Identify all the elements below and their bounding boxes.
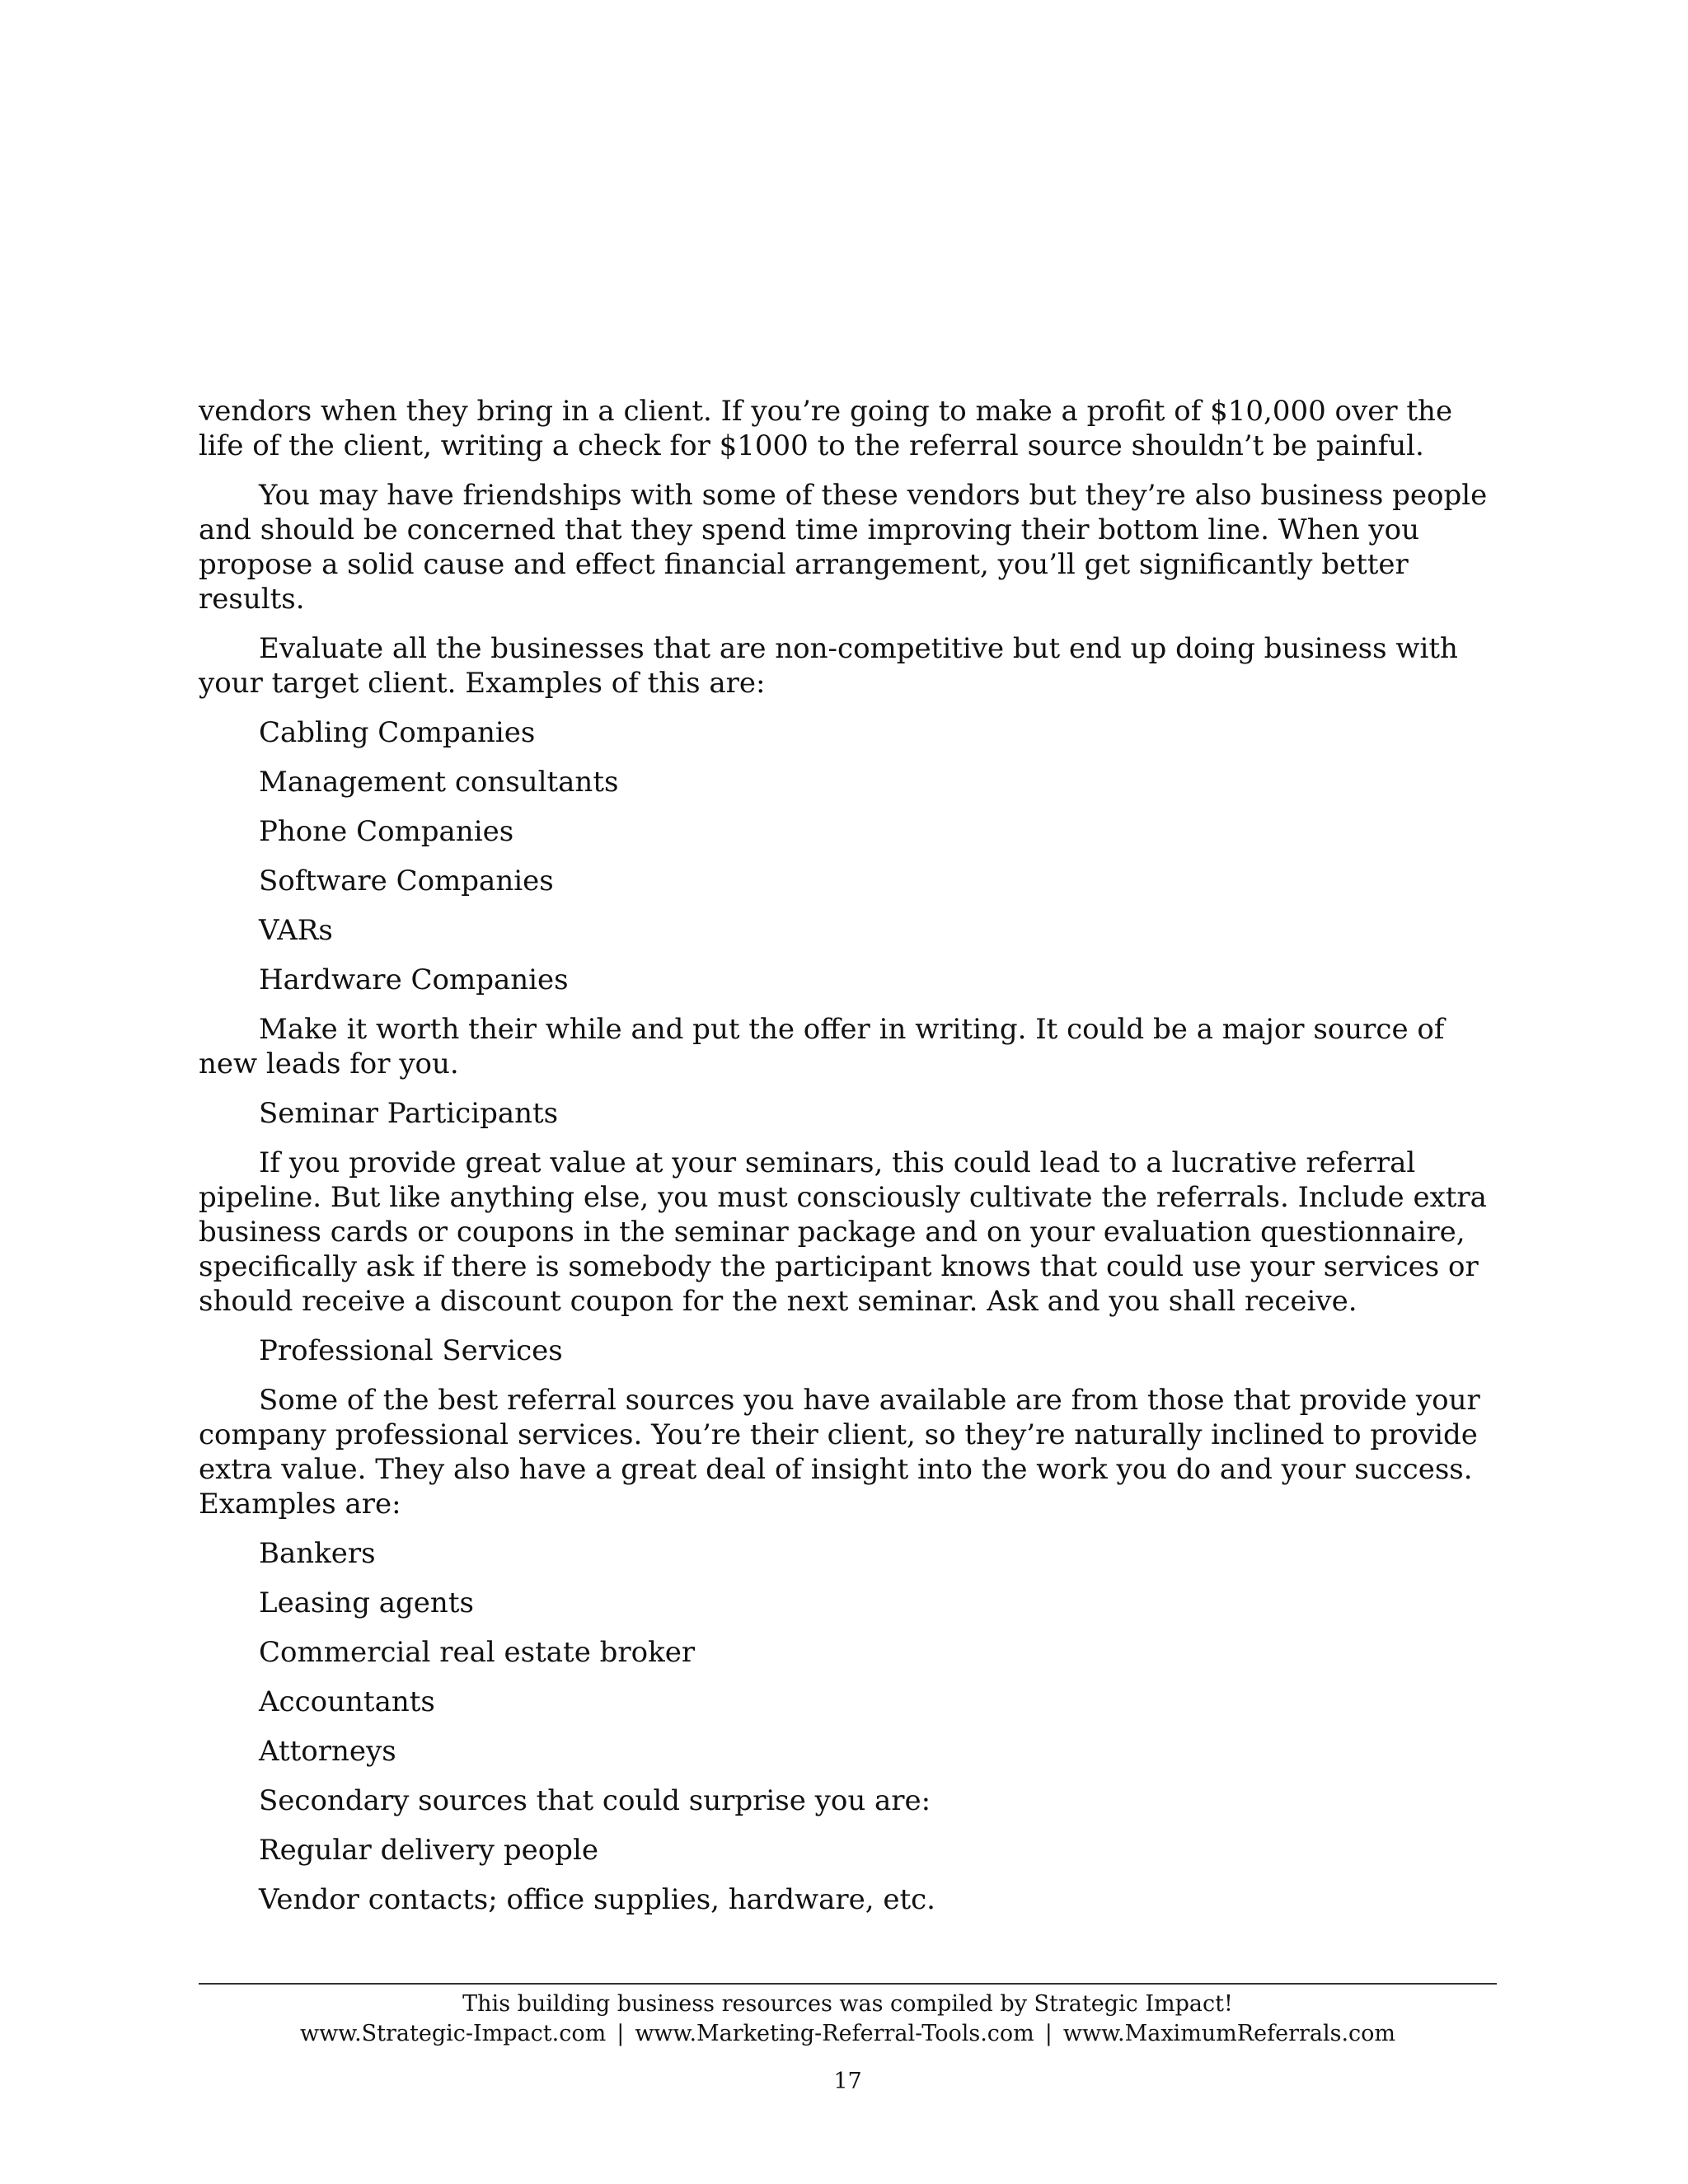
section-heading-professional: Professional Services: [259, 1334, 563, 1367]
page-number: 17: [833, 2069, 862, 2094]
list-item: Attorneys: [259, 1735, 396, 1768]
footer-separator: |: [1044, 2021, 1053, 2046]
list-item: Vendor contacts; office supplies, hardware, etc.: [259, 1883, 935, 1916]
footer-link-strategic-impact[interactable]: www.Strategic-Impact.com: [299, 2021, 607, 2046]
paragraph-offer: Make it worth their while and put the offer in writing. It could be a major source of new leads for you.: [199, 1013, 1445, 1080]
list-item: Accountants: [259, 1685, 435, 1718]
list-item: Software Companies: [259, 865, 554, 898]
professional-examples-list: [199, 1536, 1497, 1769]
list-item: Cabling Companies: [259, 716, 536, 749]
list-item: Commercial real estate broker: [259, 1636, 696, 1669]
list-item: Bankers: [259, 1537, 376, 1570]
page-footer: [199, 1983, 1497, 2097]
footer-credit: This building business resources was compiled by Strategic Impact!: [462, 1991, 1233, 2017]
secondary-examples-list: [199, 1833, 1497, 1917]
list-item: Hardware Companies: [259, 963, 569, 996]
paragraph-evaluate-businesses: Evaluate all the businesses that are non-competitive but end up doing business with your target client. Examples of this are:: [199, 632, 1458, 700]
secondary-sources-intro: Secondary sources that could surprise you are:: [259, 1784, 931, 1817]
footer-divider: [199, 1983, 1497, 1985]
footer-links: [199, 2019, 1497, 2049]
footer-link-marketing-referral-tools[interactable]: www.Marketing-Referral-Tools.com: [635, 2021, 1034, 2046]
paragraph-professional: Some of the best referral sources you have available are from those that provide your company professional services. You’re their client, so they’re naturally inclined to provide extra value. They also have a great deal of insight into the work you do and your success. Examples are:: [199, 1384, 1480, 1521]
section-heading-seminar: Seminar Participants: [259, 1097, 559, 1130]
list-item: Regular delivery people: [259, 1834, 598, 1867]
page-body: [199, 394, 1497, 1932]
paragraph-seminar: If you provide great value at your seminars, this could lead to a lucrative referral pipeline. But like anything else, you must consciously cultivate the referrals. Include extra business cards or coupons in the seminar package and on your evaluation questionnaire, specifically ask if there is somebody the participant knows that could use your services or should receive a discount coupon for the next seminar. Ask and you shall receive.: [199, 1146, 1487, 1318]
footer-link-maximum-referrals[interactable]: www.MaximumReferrals.com: [1062, 2021, 1396, 2046]
vendor-examples-list: [199, 715, 1497, 997]
list-item: VARs: [259, 914, 333, 947]
list-item: Phone Companies: [259, 815, 514, 848]
paragraph-vendors-profit: vendors when they bring in a client. If you’re going to make a profit of $10,000 over the life of the client, writing a check for $1000 to the referral source shouldn’t be painful.: [199, 395, 1453, 462]
list-item: Leasing agents: [259, 1586, 474, 1619]
paragraph-friendships: You may have friendships with some of these vendors but they’re also business people and should be concerned that they spend time improving their bottom line. When you propose a solid cause and effect financial arrangement, you’ll get significantly better results.: [199, 479, 1488, 616]
footer-separator: |: [617, 2021, 625, 2046]
list-item: Management consultants: [259, 766, 619, 799]
